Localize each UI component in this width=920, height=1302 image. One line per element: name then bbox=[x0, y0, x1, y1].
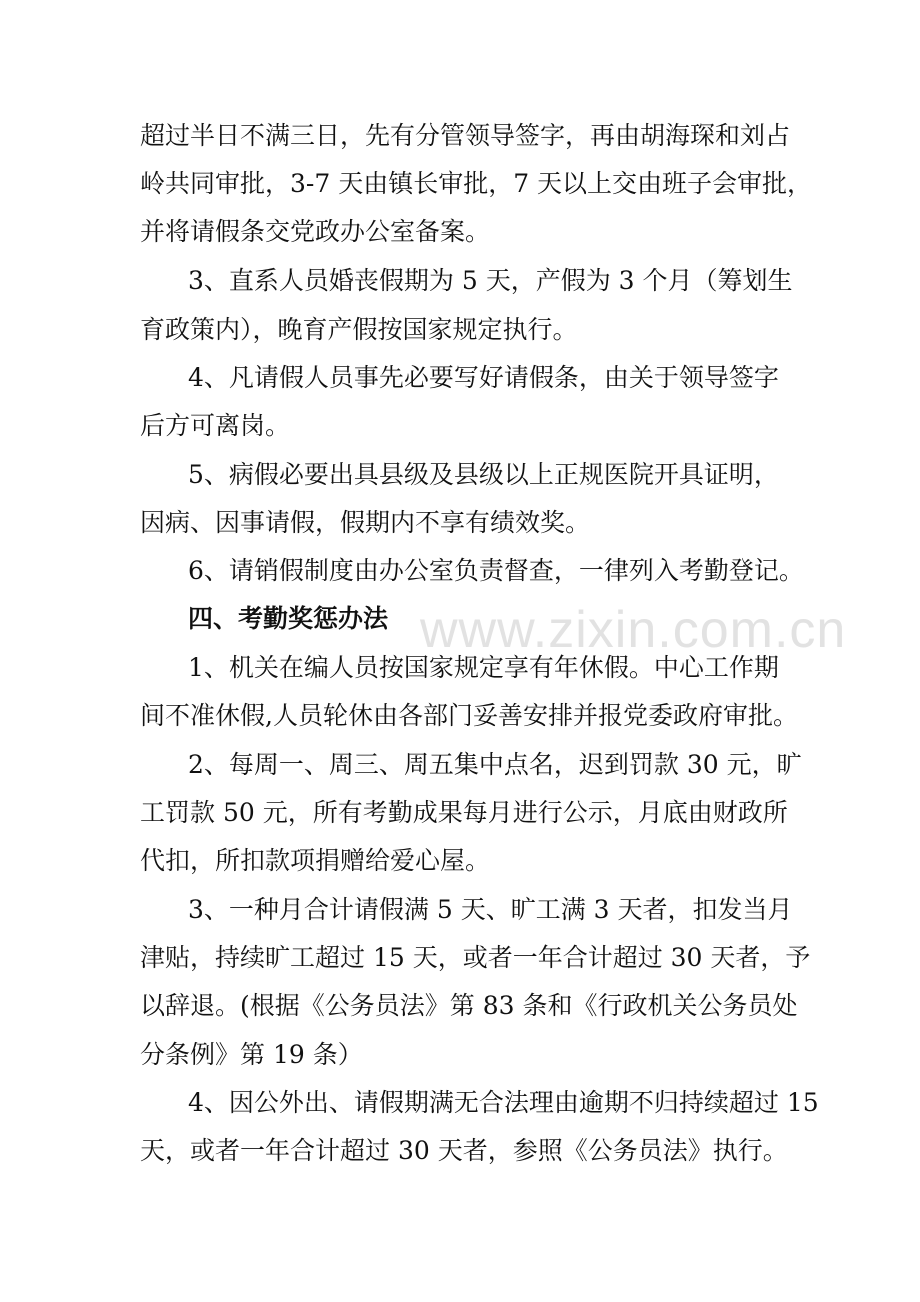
text-line: 4、凡请假人员事先必要写好请假条，由关于领导签字 bbox=[188, 363, 779, 392]
text-line: 代扣，所扣款项捐赠给爱心屋。 bbox=[140, 846, 491, 875]
section-heading: 四、考勤奖惩办法 bbox=[188, 604, 389, 633]
text-line: 并将请假条交党政办公室备案。 bbox=[140, 217, 491, 246]
text-line: 5、病假必要出具县级及县级以上正规医院开具证明， bbox=[188, 460, 779, 489]
text-line: 6、请销假制度由办公室负责督查，一律列入考勤登记。 bbox=[188, 556, 804, 585]
text-line: 以辞退。(根据《公务员法》第 83 条和《行政机关公务员处 bbox=[140, 991, 798, 1020]
text-line: 分条例》第 19 条） bbox=[140, 1040, 363, 1069]
text-line: 间不准休假,人员轮休由各部门妥善安排并报党委政府审批。 bbox=[140, 701, 798, 730]
text-line: 天，或者一年合计超过 30 天者，参照《公务员法》执行。 bbox=[140, 1136, 788, 1165]
text-line: 育政策内），晚育产假按国家规定执行。 bbox=[140, 315, 578, 344]
text-line: 3、直系人员婚丧假期为 5 天，产假为 3 个月（筹划生 bbox=[188, 266, 793, 295]
text-line: 4、因公外出、请假期满无合法理由逾期不归持续超过 15 bbox=[188, 1088, 819, 1117]
text-line: 津贴，持续旷工超过 15 天，或者一年合计超过 30 天者，予 bbox=[140, 943, 811, 972]
text-line: 后方可离岗。 bbox=[140, 411, 291, 440]
text-line: 工罚款 50 元，所有考勤成果每月进行公示，月底由财政所 bbox=[140, 798, 788, 827]
text-line: 1、机关在编人员按国家规定享有年休假。中心工作期 bbox=[188, 653, 779, 682]
text-line: 因病、因事请假，假期内不享有绩效奖。 bbox=[140, 508, 591, 537]
text-line: 岭共同审批，3-7 天由镇长审批，7 天以上交由班子会审批， bbox=[140, 169, 813, 198]
watermark: www.zixin.com.cn bbox=[420, 601, 847, 659]
text-line: 3、一种月合计请假满 5 天、旷工满 3 天者，扣发当月 bbox=[188, 895, 793, 924]
text-line: 超过半日不满三日，先有分管领导签字，再由胡海琛和刘占 bbox=[140, 121, 791, 150]
text-line: 2、每周一、周三、周五集中点名，迟到罚款 30 元，旷 bbox=[188, 750, 802, 779]
